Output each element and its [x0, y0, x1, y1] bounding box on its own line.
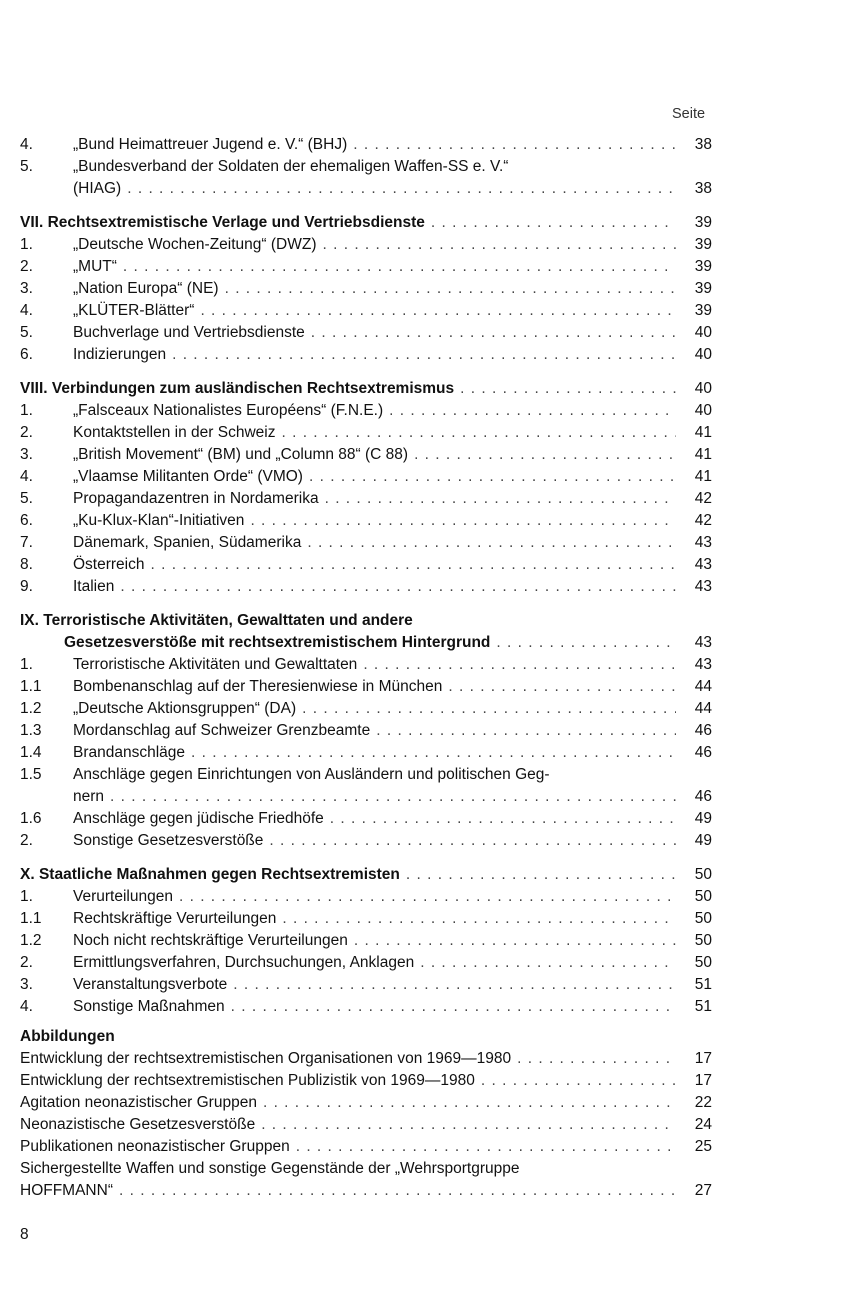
dot-leader [250, 510, 676, 532]
entry-text: Dänemark, Spanien, Südamerika [73, 534, 302, 551]
dot-leader [517, 1048, 676, 1070]
dot-leader [231, 996, 676, 1018]
entry-text: „Nation Europa“ (NE) [73, 280, 219, 297]
dot-leader [376, 720, 676, 742]
toc-entry [20, 532, 712, 554]
toc-entry [20, 908, 712, 930]
entry-number: 1.4 [20, 744, 42, 761]
figures-heading: Abbildungen [20, 1028, 115, 1045]
entry-page: 38 [694, 180, 712, 197]
toc-entry [20, 554, 712, 576]
entry-text: Sonstige Maßnahmen [73, 998, 225, 1015]
entry-text: „Deutsche Wochen-Zeitung“ (DWZ) [73, 236, 317, 253]
toc-entry [20, 886, 712, 908]
dot-leader [322, 234, 676, 256]
entry-text: „Bundesverband der Soldaten der ehemaligen Waffen-SS e. V.“ [73, 158, 509, 175]
entry-page: 41 [694, 446, 712, 463]
entry-number: 1.3 [20, 722, 42, 739]
toc-entry [20, 742, 712, 764]
entry-text: Noch nicht rechtskräftige Verurteilungen [73, 932, 348, 949]
dot-leader [309, 466, 676, 488]
dot-leader [363, 654, 676, 676]
section-heading [20, 864, 712, 886]
entry-number: 1.1 [20, 910, 42, 927]
entry-page: 42 [694, 490, 712, 507]
dot-leader [263, 1092, 676, 1114]
dot-leader [496, 632, 676, 654]
dot-leader [151, 554, 677, 576]
toc-entry [20, 698, 712, 720]
toc-entry [20, 930, 712, 952]
entry-number: 2. [20, 954, 33, 971]
page-number: 8 [20, 1226, 29, 1243]
entry-page: 50 [694, 932, 712, 949]
figure-text: Sichergestellte Waffen und sonstige Gegenstände der „Wehrsportgruppe [20, 1160, 520, 1177]
toc-entry [20, 300, 712, 322]
figure-entry [20, 1070, 712, 1092]
dot-leader [420, 952, 676, 974]
dot-leader [307, 532, 676, 554]
toc-entry [20, 134, 712, 156]
dot-leader [127, 178, 676, 200]
entry-page: 50 [694, 954, 712, 971]
dot-leader [406, 864, 676, 886]
section-heading-continuation [20, 632, 712, 654]
toc-entry [20, 422, 712, 444]
dot-leader [330, 808, 676, 830]
entry-page: 50 [694, 910, 712, 927]
entry-text: Brandanschläge [73, 744, 186, 761]
entry-number: 2. [20, 832, 33, 849]
entry-number: 6. [20, 346, 33, 363]
figure-entry [20, 1092, 712, 1114]
figure-text: Neonazistische Gesetzesverstöße [20, 1116, 256, 1133]
entry-page: 39 [694, 302, 712, 319]
entry-page: 39 [694, 280, 712, 297]
entry-page: 40 [694, 402, 712, 419]
figure-text: Publikationen neonazistischer Gruppen [20, 1138, 290, 1155]
toc-entry [20, 156, 712, 178]
section-heading [20, 212, 712, 234]
toc-entry [20, 234, 712, 256]
dot-leader [225, 278, 676, 300]
entry-page: 49 [694, 810, 712, 827]
entry-number: 2. [20, 424, 33, 441]
dot-leader [354, 930, 676, 952]
figure-entry [20, 1114, 712, 1136]
entry-text: „KLÜTER-Blätter“ [73, 302, 195, 319]
entry-page: 43 [694, 534, 712, 551]
entry-text: Veranstaltungsverbote [73, 976, 228, 993]
entry-page: 51 [694, 976, 712, 993]
entry-text: nern [73, 788, 105, 805]
entry-text: Rechtskräftige Verurteilungen [73, 910, 277, 927]
toc-entry [20, 974, 712, 996]
figure-text: HOFFMANN“ [20, 1182, 113, 1199]
entry-number: 2. [20, 258, 33, 275]
entry-page: 46 [694, 722, 712, 739]
dot-leader [120, 576, 676, 598]
entry-number: 4. [20, 302, 33, 319]
dot-leader [172, 344, 676, 366]
entry-number: 1. [20, 402, 33, 419]
figure-entry [20, 1048, 712, 1070]
section-page: 39 [694, 214, 712, 231]
entry-number: 1. [20, 656, 33, 673]
toc-entry [20, 278, 712, 300]
toc-entry [20, 488, 712, 510]
entry-text: Anschläge gegen jüdische Friedhöfe [73, 810, 324, 827]
entry-page: 50 [694, 888, 712, 905]
entry-page: 43 [694, 578, 712, 595]
entry-page: 46 [694, 744, 712, 761]
entry-text: Ermittlungsverfahren, Durchsuchungen, Anklagen [73, 954, 415, 971]
entry-page: 42 [694, 512, 712, 529]
toc-entry [20, 344, 712, 366]
figure-page: 22 [694, 1094, 712, 1111]
entry-page: 43 [694, 556, 712, 573]
dot-leader [481, 1070, 676, 1092]
entry-number: 4. [20, 468, 33, 485]
figure-entry [20, 1158, 712, 1180]
section-title: VIII. Verbindungen zum ausländischen Rechtsextremismus [20, 380, 455, 397]
entry-text: Propagandazentren in Nordamerika [73, 490, 319, 507]
dot-leader [179, 886, 676, 908]
entry-number: 3. [20, 976, 33, 993]
entry-text: Indizierungen [73, 346, 167, 363]
entry-page: 49 [694, 832, 712, 849]
entry-text: „Ku-Klux-Klan“-Initiativen [73, 512, 245, 529]
entry-page: 41 [694, 468, 712, 485]
entry-text: „Deutsche Aktionsgruppen“ (DA) [73, 700, 297, 717]
toc-entry [20, 400, 712, 422]
entry-number: 9. [20, 578, 33, 595]
toc-entry [20, 654, 712, 676]
entry-number: 5. [20, 324, 33, 341]
toc-entry [20, 996, 712, 1018]
dot-leader [261, 1114, 676, 1136]
toc-entry [20, 466, 712, 488]
entry-text: „Vlaamse Militanten Orde“ (VMO) [73, 468, 303, 485]
dot-leader [191, 742, 676, 764]
dot-leader [296, 1136, 676, 1158]
entry-number: 1.1 [20, 678, 42, 695]
entry-number: 5. [20, 490, 33, 507]
section-heading [20, 378, 712, 400]
entry-number: 1.2 [20, 932, 42, 949]
entry-number: 1. [20, 888, 33, 905]
dot-leader [448, 676, 676, 698]
entry-text: Kontaktstellen in der Schweiz [73, 424, 276, 441]
entry-text: Buchverlage und Vertriebsdienste [73, 324, 305, 341]
entry-text: Sonstige Gesetzesverstöße [73, 832, 264, 849]
figure-page: 24 [694, 1116, 712, 1133]
dot-leader [325, 488, 676, 510]
entry-number: 3. [20, 446, 33, 463]
section-page: 50 [694, 866, 712, 883]
entry-page: 46 [694, 788, 712, 805]
dot-leader [123, 256, 676, 278]
entry-text: „Bund Heimattreuer Jugend e. V.“ (BHJ) [73, 136, 348, 153]
toc-entry-continuation [20, 178, 712, 200]
entry-text: (HIAG) [73, 180, 122, 197]
dot-leader [460, 378, 676, 400]
entry-page: 39 [694, 236, 712, 253]
entry-text: Mordanschlag auf Schweizer Grenzbeamte [73, 722, 371, 739]
entry-text: Terroristische Aktivitäten und Gewalttaten [73, 656, 358, 673]
figure-page: 27 [694, 1182, 712, 1199]
entry-number: 7. [20, 534, 33, 551]
toc-entry [20, 576, 712, 598]
figure-text: Entwicklung der rechtsextremistischen Publizistik von 1969—1980 [20, 1072, 475, 1089]
entry-text: Verurteilungen [73, 888, 173, 905]
figure-text: Entwicklung der rechtsextremistischen Organisationen von 1969—1980 [20, 1050, 512, 1067]
entry-number: 1.5 [20, 766, 42, 783]
entry-number: 8. [20, 556, 33, 573]
table-of-contents [20, 134, 712, 1202]
section-title: IX. Terroristische Aktivitäten, Gewalttaten und andere [20, 612, 413, 629]
toc-entry-continuation [20, 786, 712, 808]
toc-entry [20, 830, 712, 852]
section-page: 40 [694, 380, 712, 397]
entry-text: Anschläge gegen Einrichtungen von Ausländern und politischen Geg- [73, 766, 550, 783]
dot-leader [233, 974, 676, 996]
entry-number: 6. [20, 512, 33, 529]
dot-leader [431, 212, 676, 234]
dot-leader [389, 400, 676, 422]
entry-page: 41 [694, 424, 712, 441]
entry-text: Österreich [73, 556, 145, 573]
entry-number: 1.2 [20, 700, 42, 717]
toc-entry [20, 444, 712, 466]
section-page: 43 [694, 634, 712, 651]
entry-number: 1. [20, 236, 33, 253]
toc-entry [20, 256, 712, 278]
entry-page: 43 [694, 656, 712, 673]
toc-entry [20, 510, 712, 532]
dot-leader [200, 300, 676, 322]
entry-number: 3. [20, 280, 33, 297]
entry-page: 51 [694, 998, 712, 1015]
dot-leader [414, 444, 676, 466]
entry-page: 44 [694, 700, 712, 717]
toc-entry [20, 808, 712, 830]
toc-entry [20, 322, 712, 344]
entry-text: „British Movement“ (BM) und „Column 88“ (C 88) [73, 446, 409, 463]
section-heading [20, 610, 712, 632]
entry-page: 44 [694, 678, 712, 695]
toc-entry [20, 676, 712, 698]
entry-page: 40 [694, 324, 712, 341]
figure-entry [20, 1136, 712, 1158]
entry-text: Italien [73, 578, 115, 595]
dot-leader [282, 908, 676, 930]
entry-number: 5. [20, 158, 33, 175]
entry-number: 1.6 [20, 810, 42, 827]
entry-page: 38 [694, 136, 712, 153]
entry-number: 4. [20, 998, 33, 1015]
toc-entry [20, 952, 712, 974]
entry-text: Bombenanschlag auf der Theresienwiese in München [73, 678, 443, 695]
page-column-label: Seite [672, 106, 706, 122]
dot-leader [353, 134, 676, 156]
entry-page: 39 [694, 258, 712, 275]
figure-entry-continuation [20, 1180, 712, 1202]
toc-entry [20, 764, 712, 786]
section-title: Gesetzesverstöße mit rechtsextremistischem Hintergrund [64, 634, 491, 651]
section-title: VII. Rechtsextremistische Verlage und Vertriebsdienste [20, 214, 425, 231]
entry-number: 4. [20, 136, 33, 153]
dot-leader [119, 1180, 676, 1202]
entry-text: „MUT“ [73, 258, 117, 275]
dot-leader [311, 322, 676, 344]
figure-page: 25 [694, 1138, 712, 1155]
dot-leader [302, 698, 676, 720]
dot-leader [269, 830, 676, 852]
section-title: X. Staatliche Maßnahmen gegen Rechtsextremisten [20, 866, 400, 883]
toc-entry [20, 720, 712, 742]
dot-leader [110, 786, 676, 808]
figure-page: 17 [694, 1072, 712, 1089]
entry-page: 40 [694, 346, 712, 363]
figure-text: Agitation neonazistischer Gruppen [20, 1094, 257, 1111]
entry-text: „Falsceaux Nationalistes Européens“ (F.N.E.) [73, 402, 384, 419]
figure-page: 17 [694, 1050, 712, 1067]
dot-leader [281, 422, 676, 444]
